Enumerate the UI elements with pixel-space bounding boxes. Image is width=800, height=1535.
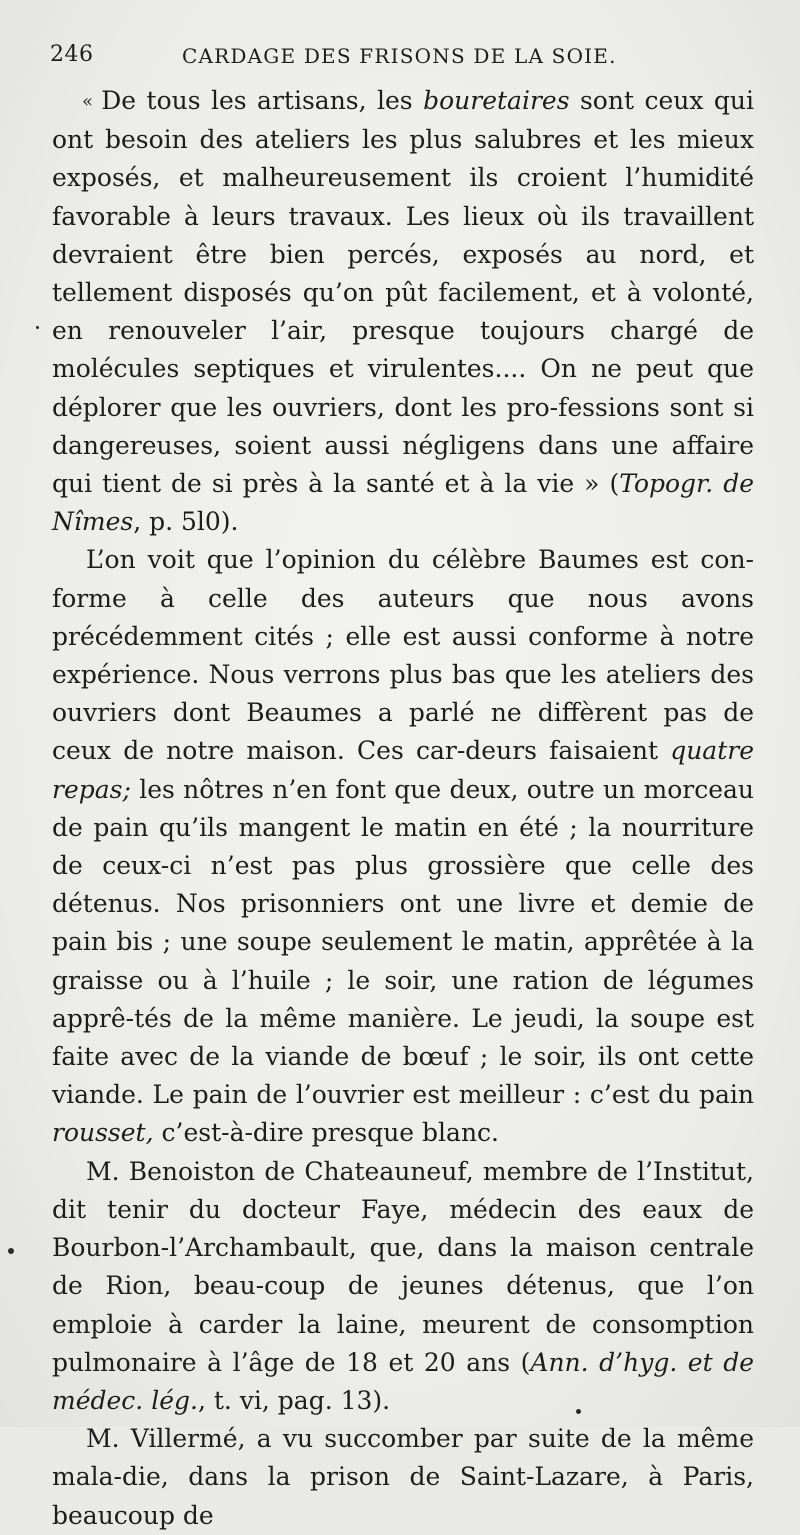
page-header [50, 42, 760, 72]
paragraph-villerme [52, 1420, 754, 1535]
citation-title: Topogr. de Nîmes [52, 469, 754, 537]
ink-speck [576, 1409, 581, 1414]
paragraph-text: sont ceux qui ont besoin des ateliers les plus salubres et les mieux exposés, et malheureusement ils croient l’humidité favorable à leurs travaux. Les lieux où ils travaillent devraient être bien percés, exposés au nord, et tellement disposés qu’on pût facilement, et à volonté, en renouveler l’air, presque toujours chargé de molécules septiques et virulentes.... On ne peut que déplorer que les ouvriers, dont les pro-fessions sont si dangereuses, soient aussi négligens dans une affaire qui tient de si près à la santé et à la vie » ( [52, 86, 754, 499]
paragraph-baumes-opinion [52, 541, 754, 1152]
paragraph-text: L’on voit que l’opinion du célèbre Baumes est con-forme à celle des auteurs que nous avons précédemment cités ; elle est aussi conforme à notre expérience. Nous verrons plus bas que les ateliers des ouvriers dont Beaumes a parlé ne diffèrent pas de ceux de notre maison. Ces car-deurs faisaient [52, 545, 754, 766]
citation-title: Ann. d’hyg. et de médec. lég. [52, 1347, 754, 1415]
opening-quote-mark: « [82, 91, 102, 112]
paragraph-text: M. Benoiston de Chateauneuf, membre de l’Institut, dit tenir du docteur Faye, médecin des eaux de Bourbon-l’Archambault, que, dans la maison centrale de Rion, beau-coup de jeunes détenus, que l’on emploie à carder la laine, meurent de consomption pulmonaire à l’âge de 18 et 20 ans ( [52, 1156, 754, 1377]
paragraph-text: les nôtres n’en font que deux, outre un morceau de pain qu’ils mangent le matin en été ; la nourriture de ceux-ci n’est pas plus grossière que celle des détenus. Nos prisonniers ont une livre et demie de pain bis ; une soupe seulement le matin, apprêtée à la graisse ou à l’huile ; le soir, une ration de légumes apprê-tés de la même manière. Le jeudi, la soupe est faite avec de la viande de bœuf ; le soir, ils ont cette viande. Le pain de l’ouvrier est meilleur : c’est du pain [52, 774, 754, 1110]
paragraph-text: , t. vi, pag. 13). [197, 1385, 391, 1415]
running-title: CARDAGE DES FRISONS DE LA SOIE. [182, 44, 617, 68]
paragraph-text: M. Villermé, a vu succomber par suite de la même mala-die, dans la prison de Saint-Lazare, à Paris, beaucoup de [52, 1424, 754, 1530]
ink-speck [36, 326, 39, 329]
paragraph-benoiston [52, 1153, 754, 1420]
body-text [52, 82, 754, 1535]
paragraph-text: De tous les artisans, les [101, 86, 424, 115]
paragraph-quote-bouretaires [52, 82, 754, 541]
page-number: 246 [50, 42, 94, 67]
italic-term: quatre repas; [52, 736, 754, 804]
paragraph-text: c’est-à-dire presque blanc. [153, 1118, 499, 1148]
ink-speck [8, 1248, 14, 1254]
paragraph-text: , p. 5l0). [133, 507, 239, 537]
italic-term: rousset, [52, 1118, 154, 1148]
italic-term: bouretaires [423, 86, 570, 115]
